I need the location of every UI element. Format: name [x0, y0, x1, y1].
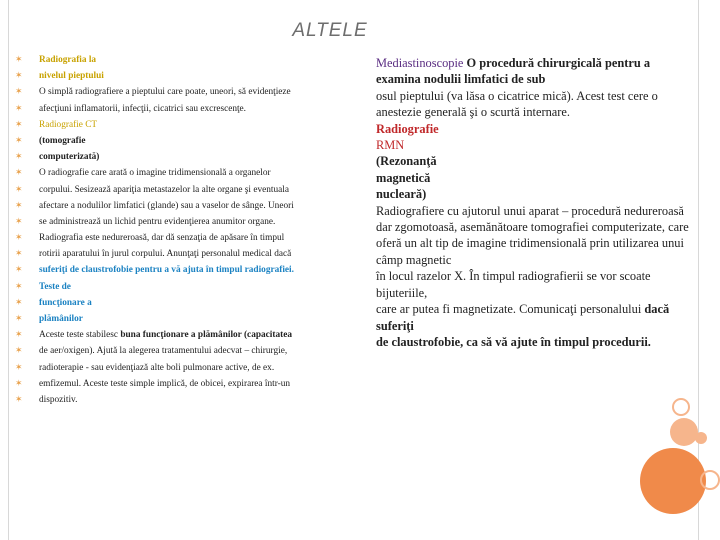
bullet-text: corpului. Sesizează apariţia metastazelor la alte organe şi eventuala [39, 184, 289, 195]
rmn-body-4: de claustrofobie, ca să vă ajute în timpul procedurii. [376, 334, 651, 349]
bullet-icon: ✶ [15, 233, 23, 244]
bullet-icon: ✶ [15, 135, 23, 146]
bullet-line [15, 182, 355, 198]
decor-ring-right [700, 470, 720, 490]
bullet-line [15, 262, 355, 278]
bullet-text: de aer/oxigen). Ajută la alegerea tratamentului adecvat – chirurgie, [39, 346, 288, 357]
bullet-text: radioterapie - sau evidenţiază alte boli pulmonare active, de ex. [39, 362, 275, 373]
bullet-icon: ✶ [15, 168, 23, 179]
bullet-text: (tomografie [39, 135, 86, 146]
bullet-icon: ✶ [15, 87, 23, 98]
rmn-heading-2: RMN [376, 138, 405, 153]
bullet-icon: ✶ [15, 297, 23, 308]
mediastinoscopy-heading: Mediastinoscopie O procedură chirurgicală pentru a examina nodulii limfatici de sub [376, 56, 651, 87]
bullet-icon: ✶ [15, 346, 23, 357]
bullet-icon: ✶ [15, 71, 23, 82]
bullet-text: suferiţi de claustrofobie pentru a vă ajuta în timpul radiografiei. [39, 265, 294, 276]
bullet-text: afectare a nodulilor limfatici (glande) sau a vaselor de sânge. Uneori [39, 200, 294, 211]
decor-circle-large [640, 448, 706, 514]
bullet-line [15, 68, 355, 84]
bullet-icon: ✶ [15, 362, 23, 373]
bullet-icon: ✶ [15, 330, 23, 341]
rmn-subheading: (Rezonanţă magnetică nucleară) [376, 154, 437, 202]
bullet-icon: ✶ [15, 103, 23, 114]
bullet-text: Radiografia la [39, 55, 97, 65]
bullet-line [15, 198, 355, 214]
bullet-icon: ✶ [15, 184, 23, 195]
bullet-text: afecţiuni inflamatorii, infecţii, cicatrici sau excrescenţe. [39, 103, 247, 114]
bullet-text: se administrează un lichid pentru evidenţierea anumitor organe. [39, 216, 276, 227]
bullet-text: Aceste teste stabilesc buna funcţionare a plămânilor (capacitatea [39, 330, 292, 341]
bullet-text: Radiografie CT [39, 119, 98, 130]
bullet-text: emfizemul. Aceste teste simple implică, de obicei, expirarea într-un [39, 378, 290, 389]
bullet-line [15, 117, 355, 133]
rmn-body-1: Radiografiere cu ajutorul unui aparat – procedură nedureroasă dar zgomotoasă, asemănătoare tomografiei computerizate, care oferă un alt tip de imagine tridimensională prin utilizarea unui câmp magnetic [376, 203, 689, 267]
bullet-icon: ✶ [15, 265, 23, 276]
bullet-icon: ✶ [15, 314, 23, 324]
bullet-line [15, 165, 355, 181]
decor-circle-medium [670, 418, 698, 446]
bullet-line [15, 101, 355, 117]
rmn-heading-1: Radiografie [376, 121, 439, 136]
bullet-text: Radiografia este nedureroasă, dar dă senzaţia de apăsare în timpul [39, 233, 285, 244]
bullet-line [15, 295, 355, 311]
bullet-line [15, 84, 355, 100]
bullet-icon: ✶ [15, 119, 23, 130]
rmn-body-3: care ar putea fi magnetizate. Comunicaţi personalului dacă suferiţi [376, 302, 670, 333]
decor-ring-small [672, 398, 690, 416]
decor-circle-small [695, 432, 707, 444]
bullet-line [15, 343, 355, 359]
bullet-line [15, 279, 355, 295]
bullet-line [15, 246, 355, 262]
bullet-text: O radiografie care arată o imagine tridimensională a organelor [39, 168, 271, 179]
bullet-icon: ✶ [15, 55, 23, 65]
bullet-icon: ✶ [15, 281, 23, 292]
bullet-text: rotirii aparatului în jurul corpului. Anunţaţi personalul medical dacă [39, 249, 292, 260]
bullet-line [15, 230, 355, 246]
bullet-line [15, 360, 355, 376]
bullet-line [15, 327, 355, 343]
bullet-line [15, 376, 355, 392]
bullet-text: plămânilor [39, 314, 83, 324]
bullet-icon: ✶ [15, 378, 23, 389]
right-column [376, 55, 694, 350]
bullet-line [15, 52, 355, 68]
bullet-icon: ✶ [15, 216, 23, 227]
bullet-icon: ✶ [15, 394, 23, 405]
bullet-text: O simplă radiografiere a pieptului care poate, uneori, să evidenţieze [39, 87, 291, 98]
bullet-text: Teste de [39, 281, 71, 292]
bullet-text: nivelul pieptului [39, 71, 104, 82]
bullet-text: funcţionare a [39, 297, 92, 308]
bullet-line [15, 149, 355, 165]
bullet-text: dispozitiv. [39, 394, 78, 405]
frame-line-left [8, 0, 9, 540]
bullet-line [15, 214, 355, 230]
bullet-line [15, 392, 355, 408]
bullet-text: computerizată) [39, 152, 100, 163]
slide-title: ALTELE [292, 20, 368, 41]
bullet-icon: ✶ [15, 249, 23, 260]
left-column [15, 52, 355, 408]
bullet-icon: ✶ [15, 200, 23, 211]
mediastinoscopy-body: osul pieptului (va lăsa o cicatrice mică). Acest test cere o anestezie generală şi o scurtă internare. [376, 88, 658, 120]
bullet-line [15, 311, 355, 327]
bullet-line [15, 133, 355, 149]
bullet-icon: ✶ [15, 152, 23, 163]
rmn-body-2: în locul razelor X. În timpul radiografierii se vor scoate bijuteriile, [376, 269, 651, 300]
